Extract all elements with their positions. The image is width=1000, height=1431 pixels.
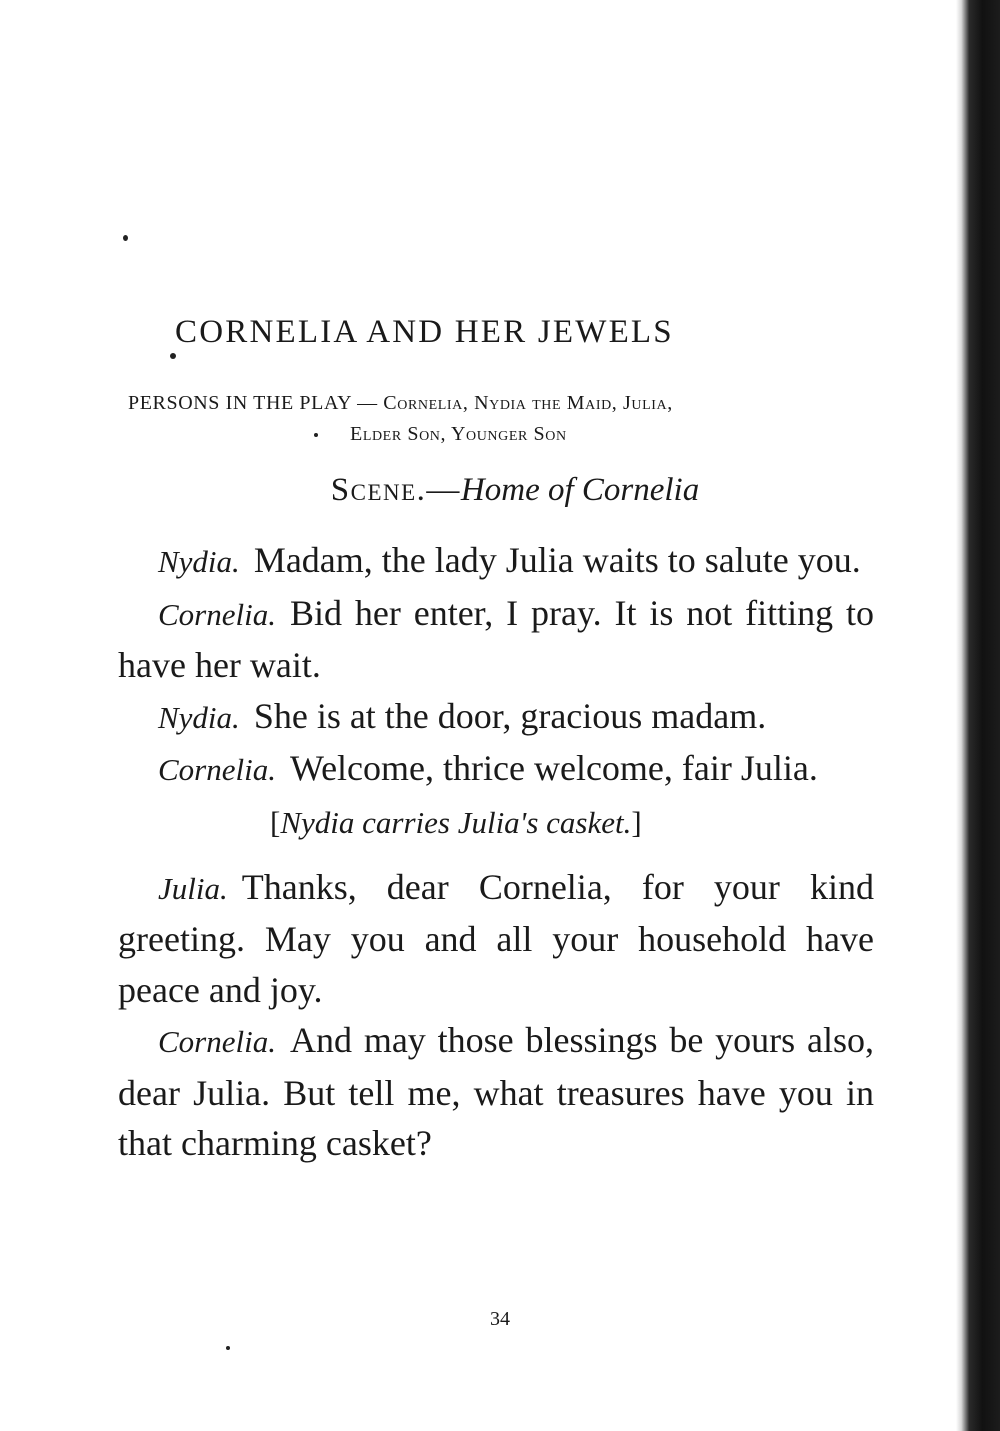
speaker-name: Cornelia. (158, 596, 276, 632)
spoken-text: Thanks, dear Cornelia, for your kind greeting. May you and all your household have peace and joy. (118, 866, 874, 1010)
persons-label: PERSONS IN THE PLAY — (128, 392, 378, 414)
print-speck (170, 353, 176, 359)
speaker-name: Julia. (158, 870, 228, 906)
dialogue-line (118, 743, 874, 796)
dialogue-line (118, 691, 874, 744)
speaker-name: Nydia. (158, 544, 240, 579)
persons-in-the-play (128, 388, 868, 450)
scene-heading (0, 472, 1000, 509)
persons-names-line-1: Cornelia, Nydia the Maid, Julia, (383, 392, 673, 414)
dialogue-line (118, 862, 874, 1016)
speaker-name: Cornelia. (158, 752, 276, 787)
page-binding-edge (956, 0, 1000, 1431)
play-text (118, 535, 874, 1169)
dialogue-line (118, 535, 874, 588)
spoken-text: She is at the door, gracious madam. (253, 695, 767, 736)
stage-direction-text: Nydia carries Julia's casket. (280, 804, 632, 840)
scene-place: Home of Cornelia (460, 472, 700, 508)
bracket-open: [ (270, 804, 281, 840)
page-number: 34 (490, 1308, 510, 1330)
dialogue-line (118, 1015, 874, 1169)
play-title: CORNELIA AND HER JEWELS (175, 314, 674, 350)
persons-names-line-2: Elder Son, Younger Son (350, 423, 567, 445)
speaker-name: Nydia. (158, 699, 240, 735)
print-speck (123, 235, 128, 241)
spoken-text: Bid her enter, I pray. It is not fitting to have her wait. (118, 592, 874, 685)
scene-label: Scene.— (330, 472, 461, 508)
spoken-text: And may those blessings be yours also, dear Julia. But tell me, what treasures have you in that charming casket? (118, 1020, 874, 1163)
spoken-text: Madam, the lady Julia waits to salute you. (253, 540, 861, 580)
spoken-text: Welcome, thrice welcome, fair Julia. (289, 748, 818, 788)
dialogue-line (118, 588, 874, 691)
print-speck (226, 1346, 230, 1350)
speaker-name: Cornelia. (158, 1024, 276, 1059)
stage-direction (118, 796, 874, 862)
bracket-close: ] (631, 804, 642, 840)
